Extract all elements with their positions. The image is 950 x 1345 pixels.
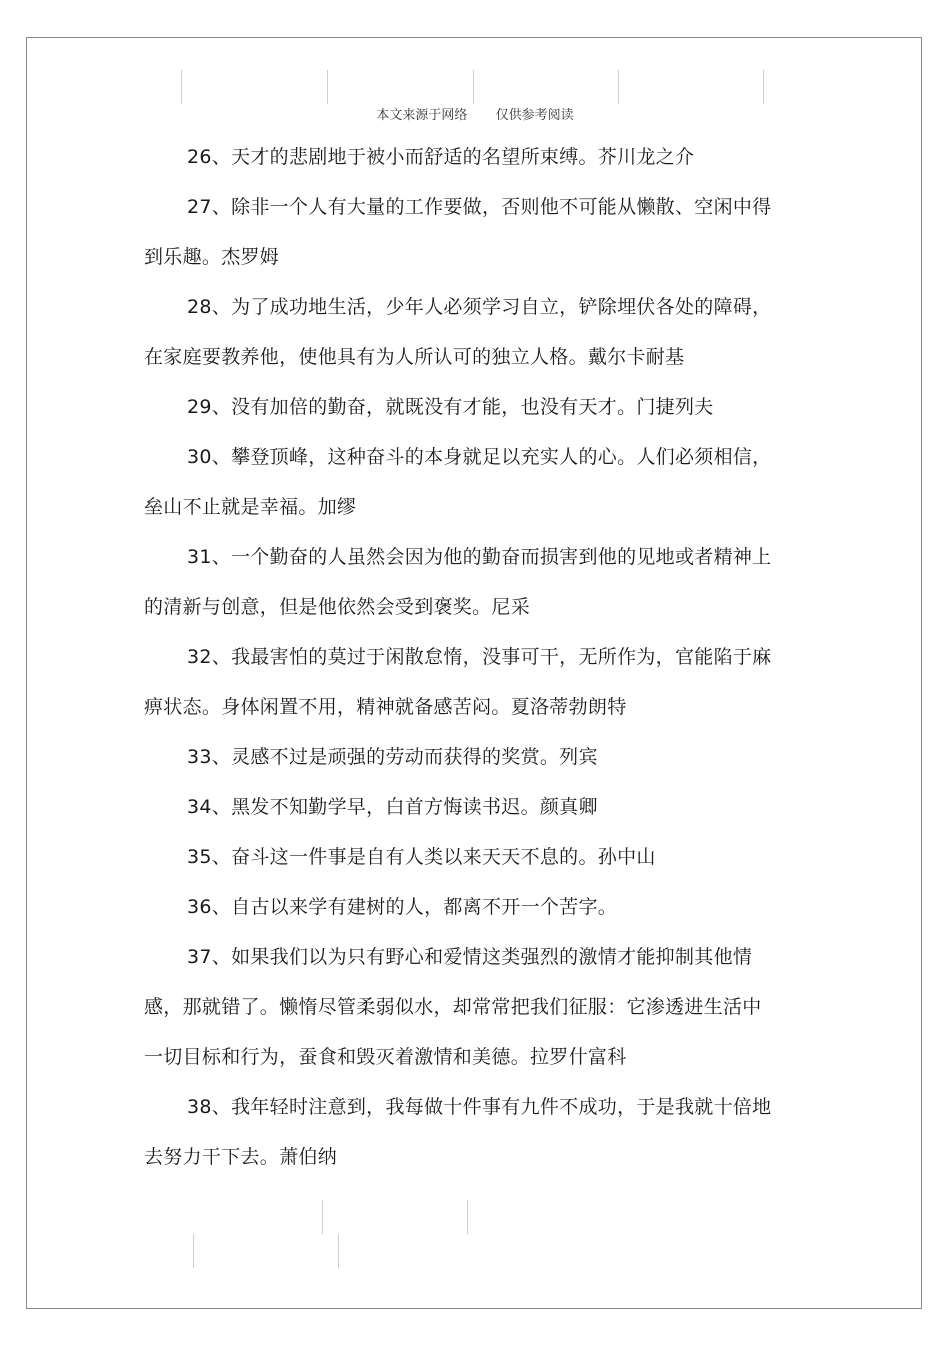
decorative-line <box>338 1234 339 1268</box>
quote-item: 34、黑发不知勤学早，白首方悔读书迟。颜真卿 <box>187 796 598 818</box>
decorative-line <box>467 1200 468 1234</box>
quote-item: 26、天才的悲剧地于被小而舒适的名望所束缚。芥川龙之介 <box>187 146 695 168</box>
quote-item: 29、没有加倍的勤奋，就既没有才能，也没有天才。门捷列夫 <box>187 396 714 418</box>
decorative-line <box>618 70 619 104</box>
decorative-line <box>473 70 474 104</box>
decorative-line <box>193 1234 194 1268</box>
page-header-note <box>0 104 950 123</box>
quote-item: 28、为了成功地生活，少年人必须学习自立，铲除埋伏各处的障碍，在家庭要教养他，使他具有为人所认可的独立人格。戴尔卡耐基 <box>144 296 772 368</box>
decorative-line <box>322 1200 323 1234</box>
quote-item: 37、如果我们以为只有野心和爱情这类强烈的激情才能抑制其他情感，那就错了。懒惰尽管柔弱似水，却常常把我们征服：它渗透进生活中一切目标和行为，蚕食和毁灭着激情和美德。拉罗什富科 <box>144 946 762 1068</box>
quote-item: 33、灵感不过是顽强的劳动而获得的奖赏。列宾 <box>187 746 598 768</box>
header-reference-text: 仅供参考阅读 <box>495 108 574 123</box>
quote-item: 38、我年轻时注意到，我每做十件事有九件不成功，于是我就十倍地去努力干下去。萧伯纳 <box>144 1096 772 1168</box>
quote-item: 30、攀登顶峰，这种奋斗的本身就足以充实人的心。人们必须相信，垒山不止就是幸福。加缪 <box>144 446 772 518</box>
decorative-line <box>763 70 764 104</box>
header-source-text: 本文来源于网络 <box>376 108 468 123</box>
quote-item: 36、自古以来学有建树的人，都离不开一个苦字。 <box>187 896 618 918</box>
quote-list <box>144 132 778 1182</box>
quote-item: 35、奋斗这一件事是自有人类以来天天不息的。孙中山 <box>187 846 656 868</box>
quote-item: 32、我最害怕的莫过于闲散怠惰，没事可干，无所作为，官能陷于麻痹状态。身体闲置不用，精神就备感苦闷。夏洛蒂勃朗特 <box>144 646 772 718</box>
decorative-line <box>327 70 328 104</box>
quote-item: 27、除非一个人有大量的工作要做，否则他不可能从懒散、空闲中得到乐趣。杰罗姆 <box>144 196 772 268</box>
decorative-line <box>181 70 182 104</box>
quote-item: 31、一个勤奋的人虽然会因为他的勤奋而损害到他的见地或者精神上的清新与创意，但是他依然会受到褒奖。尼采 <box>144 546 772 618</box>
